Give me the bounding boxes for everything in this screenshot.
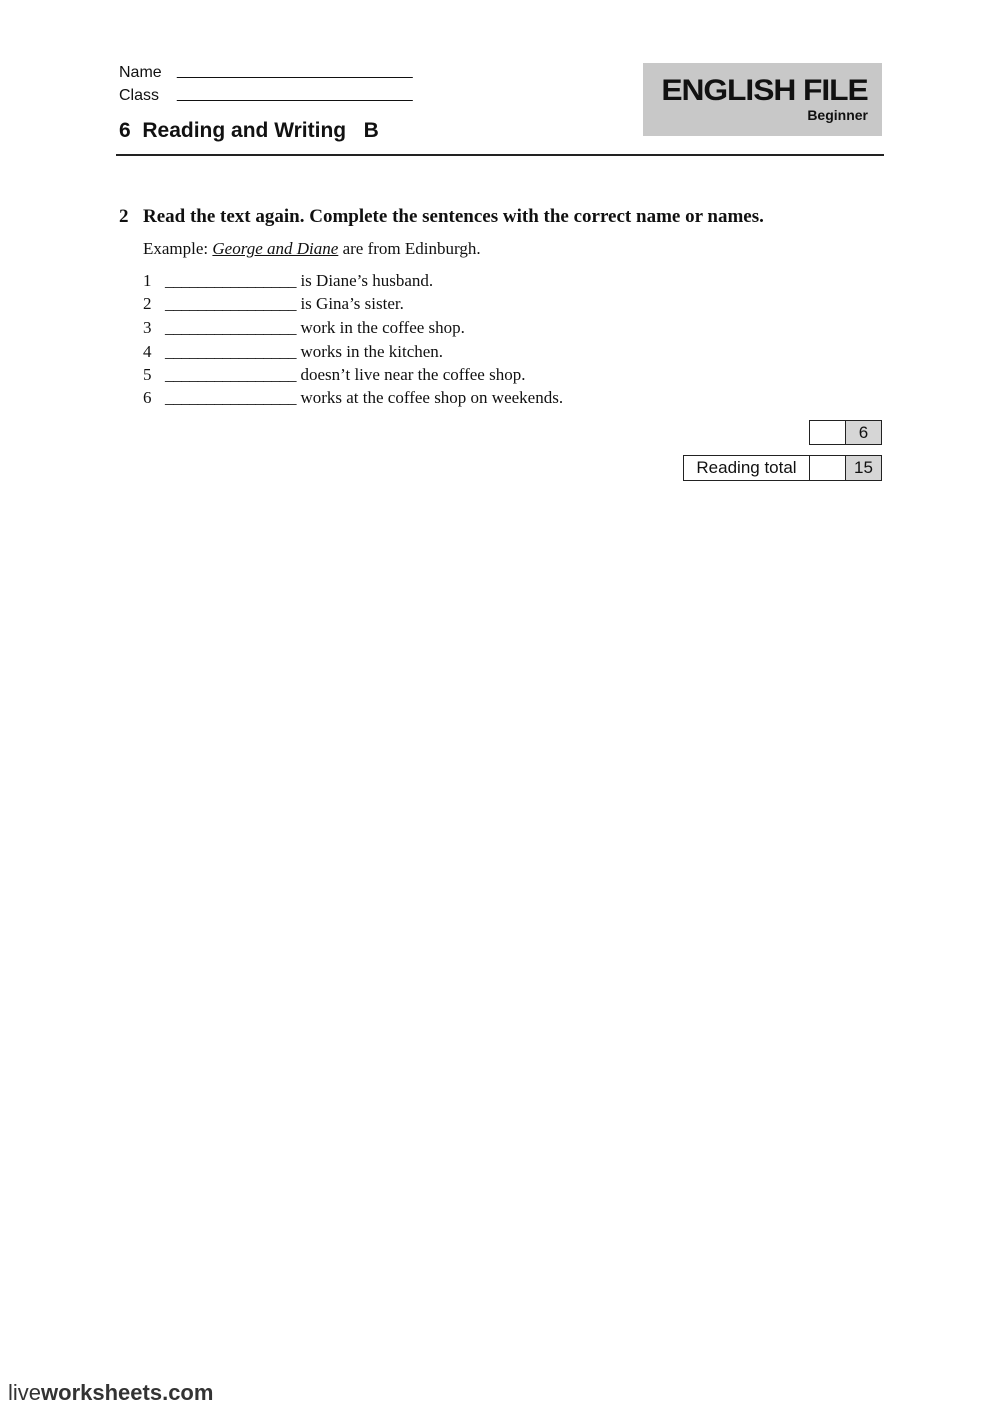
example-rest: are from Edinburgh.	[338, 239, 481, 258]
answer-blank-5[interactable]: ________________	[165, 365, 297, 384]
example-sentence	[143, 239, 481, 259]
header-divider	[116, 154, 884, 156]
list-item	[143, 318, 465, 338]
page-title: 6 Reading and Writing B	[119, 119, 379, 142]
name-field[interactable]: ____________________________	[177, 62, 413, 79]
item-number: 1	[143, 271, 152, 290]
example-answer: George and Diane	[212, 239, 339, 258]
list-item	[143, 294, 404, 314]
reading-total-max: 15	[845, 455, 882, 481]
class-field[interactable]: ____________________________	[177, 85, 413, 102]
exercise-max-score: 6	[845, 420, 882, 445]
answer-blank-1[interactable]: ________________	[165, 271, 297, 290]
brand-title: ENGLISH FILE	[661, 74, 868, 107]
brand-logo	[643, 63, 882, 136]
item-text: doesn’t live near the coffee shop.	[296, 365, 526, 384]
exercise-score-box[interactable]	[809, 420, 846, 445]
brand-level: Beginner	[807, 107, 868, 123]
list-item	[143, 388, 563, 408]
exercise-number: 2	[119, 206, 129, 227]
list-item	[143, 342, 443, 362]
watermark-prefix: live	[8, 1380, 42, 1405]
watermark-brand: worksheets	[41, 1380, 163, 1405]
answer-blank-3[interactable]: ________________	[165, 318, 297, 337]
list-item	[143, 365, 525, 385]
item-text: is Gina’s sister.	[296, 294, 404, 313]
item-text: works at the coffee shop on weekends.	[296, 388, 564, 407]
item-number: 4	[143, 342, 152, 361]
item-number: 6	[143, 388, 152, 407]
item-text: is Diane’s husband.	[296, 271, 434, 290]
example-label: Example:	[143, 239, 213, 258]
item-number: 2	[143, 294, 152, 313]
answer-blank-6[interactable]: ________________	[165, 388, 297, 407]
reading-total-score-box[interactable]	[809, 455, 846, 481]
answer-blank-4[interactable]: ________________	[165, 342, 297, 361]
watermark-suffix: .com	[162, 1380, 214, 1405]
item-text: works in the kitchen.	[296, 342, 444, 361]
item-text: work in the coffee shop.	[296, 318, 465, 337]
list-item	[143, 271, 433, 291]
answer-blank-2[interactable]: ________________	[165, 294, 297, 313]
site-watermark	[8, 1380, 213, 1406]
item-number: 5	[143, 365, 152, 384]
exercise-instruction: Read the text again. Complete the sentences with the correct name or names.	[143, 206, 764, 227]
reading-total-label: Reading total	[683, 455, 810, 481]
class-label: Class	[119, 87, 160, 104]
name-label: Name	[119, 64, 162, 81]
item-number: 3	[143, 318, 152, 337]
